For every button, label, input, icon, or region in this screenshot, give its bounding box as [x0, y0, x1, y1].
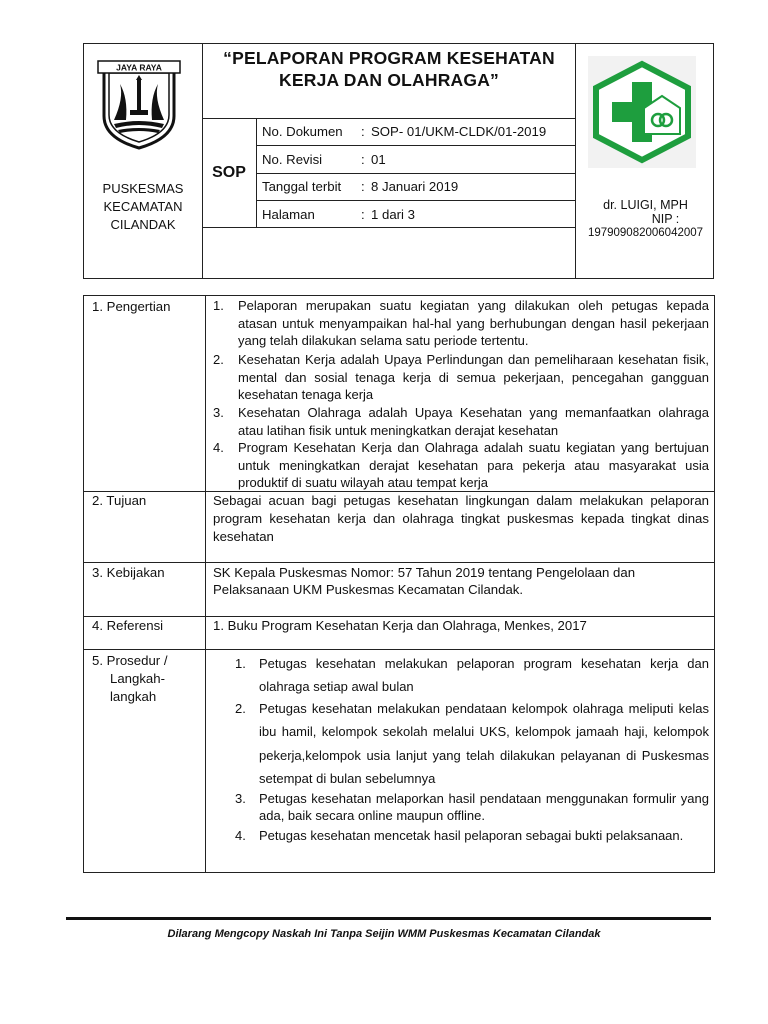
item-number: 2.	[235, 701, 246, 716]
list-item	[213, 404, 709, 439]
prosedur-label-line-1: 5. Prosedur /	[92, 653, 168, 668]
list-item	[235, 697, 709, 790]
item-number: 4.	[213, 440, 224, 455]
item-text: Kesehatan Olahraga adalah Upaya Kesehatan yang memanfaatkan olahraga atau latihan fisik untuk meningkatkan derajat kesehatan	[238, 405, 709, 438]
label-pengertian: 1. Pengertian	[92, 299, 171, 314]
item-number: 2.	[213, 352, 224, 367]
item-text: Program Kesehatan Kerja dan Olahraga adalah suatu kegiatan yang bertujuan untuk meningkatkan derajat kesehatan para pekerja atau masyarakat usia produktif di suatu wilayah atau tempat kerja	[238, 440, 709, 490]
item-text: Petugas kesehatan mencetak hasil pelaporan sebagai bukti pelaksanaan.	[259, 828, 684, 843]
tujuan-text: Sebagai acuan bagi petugas kesehatan lingkungan dalam melakukan pelaporan program kesehatan kerja dan olahraga tingkat puskesmas kepada tingkat dinas kesehatan	[213, 493, 709, 544]
logo-text: JAYA RAYA	[116, 62, 162, 73]
signatory-name: dr. LUIGI, MPH	[603, 198, 688, 212]
list-item	[213, 439, 709, 492]
footer-divider	[66, 917, 711, 920]
doc-value: 8 Januari 2019	[371, 179, 459, 194]
sop-header	[83, 43, 714, 279]
list-item	[235, 652, 709, 698]
label-kebijakan: 3. Kebijakan	[92, 565, 165, 580]
doc-value: 1 dari 3	[371, 207, 415, 222]
item-number: 3.	[235, 791, 246, 806]
sop-label: SOP	[212, 164, 246, 181]
footer-notice: Dilarang Mengcopy Naskah Ini Tanpa Seijin WMM Puskesmas Kecamatan Cilandak	[167, 928, 601, 940]
item-text: Kesehatan Kerja adalah Upaya Perlindungan dan pemeliharaan kesehatan fisik, mental dan sosial tenaga kerja di semua pekerjaan, pencegahan gangguan kesehatan tenaga kerja	[238, 352, 709, 402]
item-text: Pelaporan merupakan suatu kegiatan yang dilakukan oleh petugas kepada atasan untuk menyampaikan hal-hal yang berhubungan dengan hasil pekerjaan yang telah dilakukan selama satu periode tertentu.	[238, 298, 709, 348]
org-line-2: KECAMATAN	[103, 199, 183, 214]
list-item	[213, 351, 709, 404]
label-tujuan: 2. Tujuan	[92, 493, 147, 508]
list-item	[213, 297, 709, 350]
doc-row-nomor	[256, 118, 576, 145]
doc-key: No. Dokumen	[262, 124, 343, 139]
doc-sep: :	[361, 179, 365, 194]
item-number: 1.	[235, 656, 246, 671]
prosedur-label-line-3: langkah	[110, 689, 157, 704]
org-line-3: CILANDAK	[110, 217, 176, 232]
item-text: Petugas kesehatan melaporkan hasil pendataan menggunakan formulir yang ada, baik secara online maupun offline.	[259, 791, 709, 823]
org-line-1: PUSKESMAS	[102, 181, 184, 196]
doc-row-halaman	[256, 201, 576, 228]
item-number: 3.	[213, 405, 224, 420]
kebijakan-line-1: SK Kepala Puskesmas Nomor: 57 Tahun 2019 tentang Pengelolaan dan	[213, 565, 636, 580]
puskesmas-logo	[588, 56, 696, 168]
title-line-1: “PELAPORAN PROGRAM KESEHATAN	[223, 48, 555, 68]
title-line-2: KERJA DAN OLAHRAGA”	[279, 70, 499, 90]
prosedur-label-line-2: Langkah-	[110, 671, 165, 686]
nip-value: 197909082006042007	[587, 227, 704, 239]
label-prosedur	[92, 652, 168, 706]
doc-value: SOP- 01/UKM-CLDK/01-2019	[371, 124, 547, 139]
signatory-block	[576, 198, 715, 240]
organization-name	[84, 180, 202, 234]
doc-row-revisi	[256, 146, 576, 173]
doc-sep: :	[361, 124, 365, 139]
sop-content-table	[83, 295, 715, 873]
list-item	[235, 790, 709, 824]
doc-sep: :	[361, 207, 365, 222]
item-number: 4.	[235, 828, 246, 843]
item-number: 1.	[213, 298, 224, 313]
doc-key: No. Revisi	[262, 152, 323, 167]
list-item	[235, 824, 709, 847]
document-title	[202, 44, 576, 91]
doc-key: Tanggal terbit	[262, 179, 342, 194]
doc-key: Halaman	[262, 207, 315, 222]
referensi-text: 1. Buku Program Kesehatan Kerja dan Olahraga, Menkes, 2017	[213, 618, 587, 633]
doc-sep: :	[361, 152, 365, 167]
doc-value: 01	[371, 152, 386, 167]
jaya-raya-logo	[96, 58, 182, 150]
label-referensi: 4. Referensi	[92, 618, 164, 633]
kebijakan-line-2: Pelaksanaan UKM Puskesmas Kecamatan Cilandak.	[213, 582, 524, 597]
nip-label: NIP :	[651, 212, 680, 226]
item-text: Petugas kesehatan melakukan pendataan kelompok olahraga meliputi kelas ibu hamil, kelompok sekolah melalui UKS, kelompok jamaah haji, kelompok pekerja,kelompok usia lanjut yang telah dilakukan pelayanan di Puskesmas setempat di bulan sebelumnya	[259, 701, 709, 786]
doc-row-tanggal	[256, 173, 576, 200]
item-text: Petugas kesehatan melakukan pelaporan program kesehatan kerja dan olahraga setiap awal bulan	[259, 656, 709, 694]
